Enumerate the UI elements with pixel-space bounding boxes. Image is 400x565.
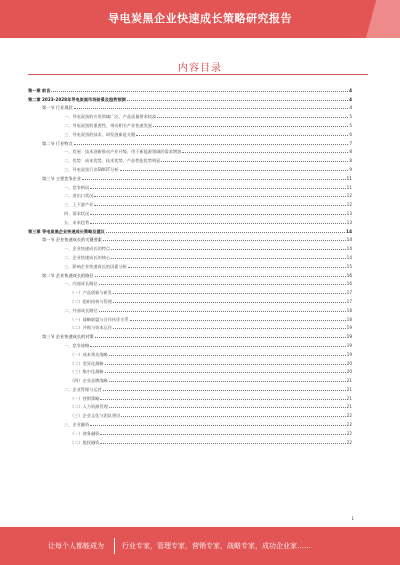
toc-entry-text: 第二节 行业特点: [42, 140, 73, 146]
toc-entry[interactable]: [28, 339, 352, 348]
toc-entry[interactable]: [28, 286, 352, 295]
toc-entry-page: 19: [346, 342, 352, 348]
toc-entry-text: 三、企业融资: [64, 422, 90, 428]
toc-entry[interactable]: [28, 163, 352, 172]
toc-leader-dots: [136, 135, 348, 136]
toc-leader-dots: [182, 152, 348, 153]
toc-entry[interactable]: [28, 225, 352, 234]
page-footer: [0, 527, 400, 565]
toc-entry[interactable]: [28, 409, 352, 418]
toc-entry-text: 第三章 导电炭黑企业快速成长策略及建议: [28, 228, 105, 234]
toc-entry-text: （三）企业文化与团队建设: [70, 413, 121, 419]
toc-leader-dots: [100, 399, 345, 400]
toc-leader-dots: [157, 117, 348, 118]
toc-leader-dots: [105, 364, 346, 365]
toc-entry[interactable]: [28, 119, 352, 128]
toc-leader-dots: [103, 240, 346, 241]
toc-entry[interactable]: [28, 260, 352, 269]
toc-entry-text: 第一章 前言: [28, 87, 51, 93]
toc-entry-text: （一）战略联盟与合作伙伴关系: [70, 316, 129, 322]
toc-leader-dots: [100, 434, 345, 435]
toc-entry-page: 21: [346, 386, 352, 392]
toc-leader-dots: [109, 381, 346, 382]
toc-entry[interactable]: [28, 181, 352, 190]
toc-entry-text: 三、导电炭黑的技术，研发创新是关键: [64, 131, 136, 137]
toc-entry-page: 8: [349, 158, 352, 164]
toc-entry-page: 5: [349, 122, 352, 128]
toc-leader-dots: [127, 100, 348, 101]
table-of-contents: [28, 84, 352, 445]
toc-entry-page: 21: [346, 378, 352, 384]
toc-entry-page: 16: [346, 272, 352, 278]
toc-leader-dots: [103, 390, 346, 391]
toc-entry-page: 17: [346, 290, 352, 296]
toc-entry-page: 21: [346, 395, 352, 401]
toc-entry-page: 4: [349, 87, 352, 93]
toc-leader-dots: [113, 328, 346, 329]
toc-entry-page: 11: [346, 184, 352, 190]
toc-entry-page: 4: [349, 105, 352, 111]
toc-leader-dots: [95, 337, 346, 338]
toc-entry-text: 第三节 主要竞争企业: [42, 175, 82, 181]
report-title: 导电炭黑企业快速成长策略研究报告: [108, 12, 292, 25]
toc-entry-text: 二、进出口状况: [64, 193, 94, 199]
toc-leader-dots: [100, 443, 345, 444]
toc-entry[interactable]: [28, 172, 352, 181]
toc-entry-text: 一、竞争格局: [64, 184, 90, 190]
toc-entry[interactable]: [28, 278, 352, 287]
toc-entry-text: （一）产品创新与研发: [70, 290, 112, 296]
toc-leader-dots: [74, 144, 349, 145]
toc-entry-text: （二）差异化战略: [70, 360, 104, 366]
toc-entry[interactable]: [28, 304, 352, 313]
toc-entry[interactable]: [28, 269, 352, 278]
toc-entry-text: 一、发展：技术创新推动产业升级，用于新能源领域的需求增加: [64, 149, 182, 155]
toc-entry[interactable]: [28, 366, 352, 375]
toc-entry-page: 12: [346, 193, 352, 199]
toc-leader-dots: [130, 320, 346, 321]
toc-entry[interactable]: [28, 322, 352, 331]
toc-entry[interactable]: [28, 93, 352, 102]
toc-entry-page: 22: [346, 439, 352, 445]
toc-entry[interactable]: [28, 357, 352, 366]
toc-entry-page: 11: [346, 175, 352, 181]
toc-leader-dots: [95, 276, 346, 277]
toc-entry-text: （三）集中化战略: [70, 369, 104, 375]
toc-entry[interactable]: [28, 313, 352, 322]
toc-leader-dots: [51, 91, 348, 92]
toc-entry-text: （一）营销策略: [70, 395, 100, 401]
toc-entry-text: （一）债务融资: [70, 430, 100, 436]
toc-entry-text: 一、企业快速成长的特点: [64, 246, 111, 252]
toc-entry[interactable]: [28, 295, 352, 304]
toc-entry-page: 8: [349, 149, 352, 155]
toc-leader-dots: [109, 355, 346, 356]
toc-entry-page: 9: [349, 166, 352, 172]
toc-entry-page: 6: [349, 131, 352, 137]
toc-entry[interactable]: [28, 418, 352, 427]
toc-entry[interactable]: [28, 190, 352, 199]
toc-entry-page: 19: [346, 351, 352, 357]
toc-entry[interactable]: [28, 216, 352, 225]
toc-entry-text: 二、优势：成本优势，技术优势，产品性能优势明显: [64, 158, 161, 164]
toc-entry[interactable]: [28, 348, 352, 357]
toc-entry[interactable]: [28, 242, 352, 251]
toc-entry-text: 第一节 行业现状: [42, 105, 73, 111]
toc-entry-text: 一、竞争战略: [64, 342, 90, 348]
toc-entry[interactable]: [28, 207, 352, 216]
toc-entry[interactable]: [28, 427, 352, 436]
toc-leader-dots: [90, 223, 346, 224]
toc-leader-dots: [106, 232, 345, 233]
toc-divider: [28, 74, 368, 75]
toc-entry-text: （四）企业品牌战略: [70, 378, 108, 384]
footer-slogan: 让每个人都能成为: [48, 542, 104, 550]
toc-entry[interactable]: [28, 137, 352, 146]
toc-entry-text: 第二章 2023-2028年导电炭黑市场前景及趋势预测: [28, 96, 126, 102]
toc-entry[interactable]: [28, 234, 352, 243]
toc-entry-page: 7: [349, 140, 352, 146]
toc-entry-page: 18: [346, 316, 352, 322]
toc-entry-text: 二、企业管理与运营: [64, 386, 102, 392]
toc-leader-dots: [99, 284, 346, 285]
toc-leader-dots: [113, 293, 346, 294]
toc-entry-page: 4: [349, 96, 352, 102]
toc-entry-text: 四、需求状况: [64, 210, 90, 216]
toc-entry[interactable]: [28, 436, 352, 445]
toc-entry-page: 14: [346, 228, 352, 234]
toc-entry-text: 第一节 企业快速成长的关键要素: [42, 237, 102, 243]
toc-entry-page: 22: [346, 422, 352, 428]
toc-entry-text: 一、导电炭黑的应用领域广泛，产品质量要求较高: [64, 114, 157, 120]
toc-entry-text: （二）人力资源管理: [70, 404, 108, 410]
toc-entry-page: 5: [349, 114, 352, 120]
toc-entry-text: 二、外部成长路径: [64, 307, 98, 313]
toc-leader-dots: [111, 258, 346, 259]
toc-leader-dots: [128, 267, 346, 268]
toc-entry-text: 五、未来趋势: [64, 219, 90, 225]
toc-leader-dots: [90, 346, 346, 347]
toc-leader-dots: [94, 196, 345, 197]
toc-leader-dots: [120, 170, 349, 171]
toc-leader-dots: [99, 311, 346, 312]
toc-entry-text: （二）股权融资: [70, 439, 100, 445]
toc-entry-page: 13: [346, 210, 352, 216]
toc-entry-page: 18: [346, 307, 352, 313]
toc-entry-text: 一、内部成长路径: [64, 281, 98, 287]
toc-entry-page: 20: [346, 360, 352, 366]
toc-leader-dots: [153, 126, 348, 127]
toc-leader-dots: [111, 249, 346, 250]
page-number: 1: [351, 516, 354, 521]
toc-entry[interactable]: [28, 84, 352, 93]
toc-entry-page: 12: [346, 202, 352, 208]
toc-leader-dots: [113, 302, 346, 303]
toc-leader-dots: [90, 425, 346, 426]
toc-entry[interactable]: [28, 110, 352, 119]
toc-entry-page: 14: [346, 246, 352, 252]
toc-entry[interactable]: [28, 198, 352, 207]
toc-leader-dots: [121, 416, 345, 417]
toc-entry[interactable]: [28, 392, 352, 401]
toc-entry[interactable]: [28, 102, 352, 111]
toc-entry-text: 第三节 企业快速成长的对策: [42, 334, 94, 340]
toc-entry-text: 二、导电炭黑的重要性，带动相关产业快速发展: [64, 122, 152, 128]
toc-entry-page: 20: [346, 369, 352, 375]
page-header: [0, 0, 400, 38]
toc-entry-page: 13: [346, 219, 352, 225]
toc-entry-page: 22: [346, 430, 352, 436]
toc-entry-page: 15: [346, 263, 352, 269]
toc-leader-dots: [82, 179, 346, 180]
toc-entry[interactable]: [28, 374, 352, 383]
toc-entry-text: 三、上下游产业: [64, 202, 94, 208]
toc-leader-dots: [109, 407, 346, 408]
toc-entry[interactable]: [28, 146, 352, 155]
toc-entry-page: 22: [346, 413, 352, 419]
toc-entry-page: 14: [346, 254, 352, 260]
toc-entry-text: （一）成本领先战略: [70, 351, 108, 357]
toc-entry[interactable]: [28, 330, 352, 339]
toc-entry-text: 第二节 企业快速成长的路径: [42, 272, 94, 278]
toc-entry-page: 14: [346, 237, 352, 243]
toc-entry-text: （二）组织结构与管理: [70, 298, 112, 304]
toc-entry-page: 17: [346, 298, 352, 304]
toc-leader-dots: [94, 205, 345, 206]
toc-entry[interactable]: [28, 383, 352, 392]
toc-entry[interactable]: [28, 401, 352, 410]
toc-entry-text: 三、导电炭黑行业SWOT分析: [64, 166, 119, 172]
toc-entry-text: 二、企业快速成长的核心: [64, 254, 111, 260]
footer-roles: 行业专家，管理专家，营销专家，战略专家，成功企业家……: [122, 542, 311, 550]
footer-divider: [114, 538, 115, 554]
toc-entry[interactable]: [28, 154, 352, 163]
toc-entry[interactable]: [28, 128, 352, 137]
toc-entry-text: （二）并购与资本运作: [70, 325, 112, 331]
toc-entry-page: 19: [346, 334, 352, 340]
toc-entry-page: 19: [346, 325, 352, 331]
toc-leader-dots: [105, 372, 346, 373]
toc-heading: 内容目录: [178, 63, 222, 74]
toc-entry[interactable]: [28, 251, 352, 260]
toc-leader-dots: [74, 108, 349, 109]
toc-entry-page: 16: [346, 281, 352, 287]
toc-leader-dots: [90, 214, 346, 215]
toc-entry-page: 21: [346, 404, 352, 410]
toc-entry-text: 三、影响企业快速成长的因素分析: [64, 263, 127, 269]
toc-leader-dots: [161, 161, 348, 162]
toc-leader-dots: [90, 188, 346, 189]
